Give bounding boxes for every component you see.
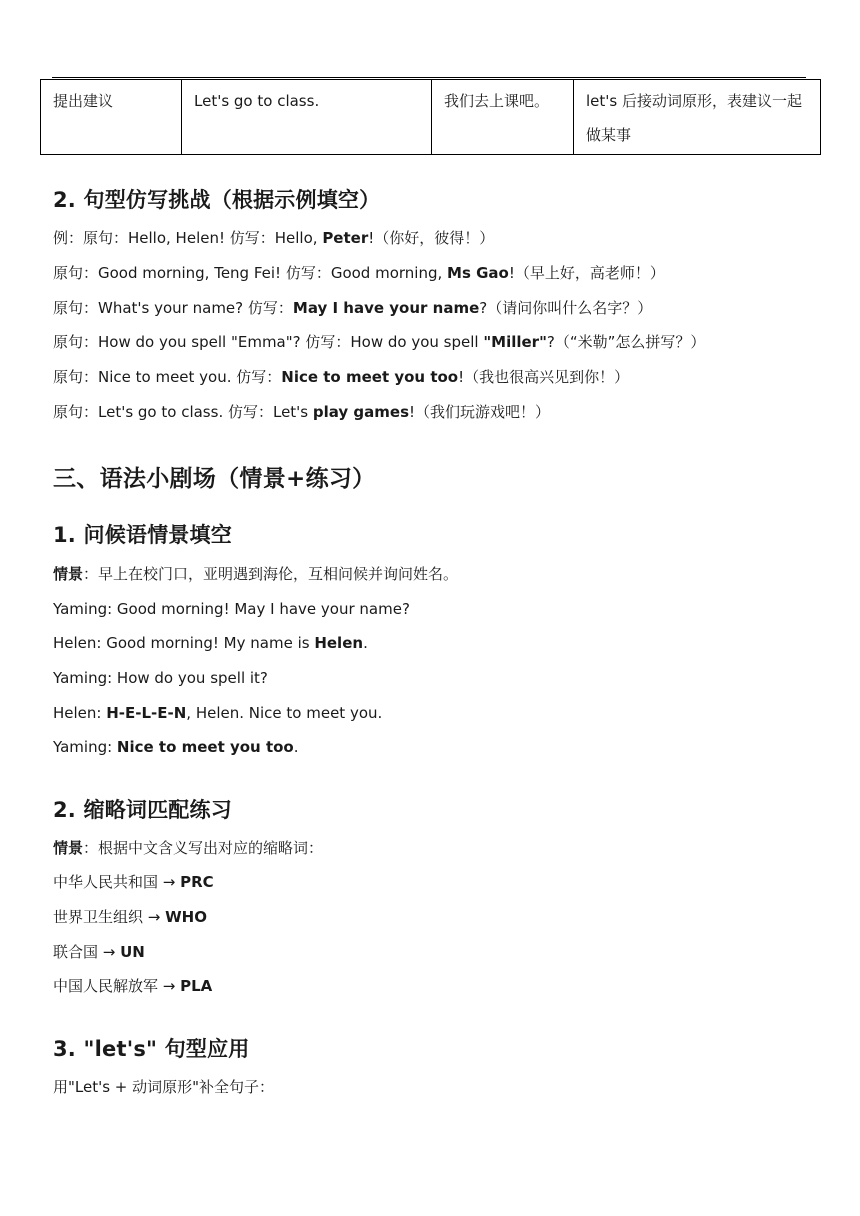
imitation-line <box>53 262 665 284</box>
line-text: 世界卫生组织 → <box>53 908 166 926</box>
line-text: Helen: <box>53 704 107 722</box>
imitation-line <box>53 366 629 388</box>
part-heading-grammar-theater: 三、语法小剧场（情景+练习） <box>53 466 376 492</box>
line-text: 中国人民解放军 → <box>53 977 181 995</box>
subsection-heading-abbreviations: 2. 缩略词匹配练习 <box>53 798 232 822</box>
line-text: 例：原句：Hello, Helen! 仿写：Hello, <box>53 229 323 247</box>
line-text: Helen: Good morning! My name is <box>53 634 315 652</box>
answer-text: "Miller" <box>483 333 547 351</box>
scene-label: 情景 <box>53 839 84 857</box>
abbreviation-item <box>53 906 207 928</box>
scene-line <box>53 563 458 585</box>
line-text: . <box>293 738 299 756</box>
abbreviation-item <box>53 941 145 963</box>
line-text: 原句：How do you spell "Emma"? 仿写：How do you spell <box>53 333 484 351</box>
translation-cell: 我们去上课吧。 <box>432 80 574 155</box>
scene-text: ：根据中文含义写出对应的缩略词： <box>83 839 324 857</box>
example-line <box>53 227 494 249</box>
line-text: ?（“米勒”怎么拼写？） <box>546 333 706 351</box>
answer-text: Peter <box>322 229 369 247</box>
line-text: Yaming: <box>53 738 117 756</box>
line-text: !（我们玩游戏吧！） <box>409 403 551 421</box>
example-sentence-cell: Let's go to class. <box>182 80 432 155</box>
answer-text: WHO <box>165 908 207 926</box>
line-text: . <box>363 634 368 652</box>
line-text: 原句：What's your name? 仿写： <box>53 299 293 317</box>
dialogue-line <box>53 667 268 689</box>
scene-text: ：早上在校门口，亚明遇到海伦，互相问候并询问姓名。 <box>83 565 459 583</box>
line-text: Yaming: Good morning! May I have your name? <box>53 600 410 618</box>
line-text: 联合国 → <box>53 943 121 961</box>
answer-text: Nice to meet you too <box>116 738 294 756</box>
line-text: ?（请问你叫什么名字？） <box>479 299 653 317</box>
imitation-line <box>53 297 652 319</box>
answer-text: H-E-L-E-N <box>106 704 187 722</box>
line-text: , Helen. Nice to meet you. <box>186 704 383 722</box>
section-heading-imitation: 2. 句型仿写挑战（根据示例填空） <box>53 188 381 212</box>
dialogue-line <box>53 632 368 654</box>
line-text: 中华人民共和国 → <box>53 873 181 891</box>
line-text: 原句：Good morning, Teng Fei! 仿写：Good morning, <box>53 264 448 282</box>
subsection-heading-greeting: 1. 问候语情景填空 <box>53 523 232 547</box>
abbreviation-item <box>53 871 214 893</box>
subsection-heading-lets: 3. "let's" 句型应用 <box>53 1037 250 1061</box>
answer-text: May I have your name <box>292 299 480 317</box>
table-top-rule <box>52 77 806 78</box>
grammar-rule-table <box>40 79 821 155</box>
line-text: !（我也很高兴见到你！） <box>458 368 630 386</box>
note-line: 做某事 <box>586 126 632 144</box>
answer-text: Nice to meet you too <box>281 368 459 386</box>
line-text: 原句：Nice to meet you. 仿写： <box>53 368 282 386</box>
dialogue-line <box>53 598 410 620</box>
scene-line <box>53 837 323 859</box>
line-text: !（你好，彼得！） <box>368 229 495 247</box>
function-cell: 提出建议 <box>41 80 182 155</box>
answer-text: UN <box>120 943 145 961</box>
answer-text: PRC <box>180 873 214 891</box>
abbreviation-item <box>53 975 212 997</box>
dialogue-line <box>53 736 299 758</box>
line-text: 原句：Let's go to class. 仿写：Let's <box>53 403 313 421</box>
imitation-line <box>53 401 550 423</box>
table-row <box>41 80 821 155</box>
answer-text: PLA <box>180 977 213 995</box>
line-text: !（早上好，高老师！） <box>508 264 665 282</box>
answer-text: play games <box>312 403 410 421</box>
instruction-line: 用"Let's + 动词原形"补全句子： <box>53 1078 275 1096</box>
dialogue-line <box>53 702 382 724</box>
scene-label: 情景 <box>53 565 84 583</box>
note-cell <box>574 80 821 155</box>
note-line: let's 后接动词原形，表建议一起 <box>586 92 802 110</box>
imitation-line <box>53 331 705 353</box>
answer-text: Helen <box>314 634 364 652</box>
line-text: Yaming: How do you spell it? <box>53 669 268 687</box>
answer-text: Ms Gao <box>447 264 509 282</box>
